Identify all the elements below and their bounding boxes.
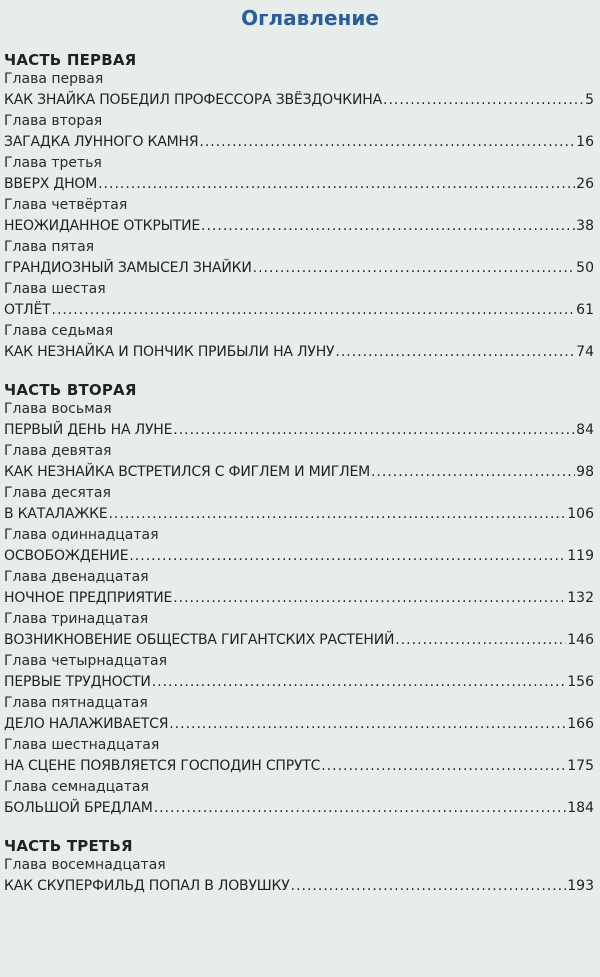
dot-leader <box>383 89 584 112</box>
dot-leader <box>321 755 566 778</box>
dot-leader <box>154 797 567 820</box>
page-number: 26 <box>576 176 594 192</box>
chapter-label: Глава четвёртая <box>4 197 128 213</box>
page-number: 98 <box>576 464 594 480</box>
chapter-title: ДЕЛО НАЛАЖИВАЕТСЯ <box>4 716 169 732</box>
page-number: 106 <box>567 506 594 522</box>
toc-entry[interactable] <box>4 629 596 652</box>
dot-leader <box>335 341 575 364</box>
dot-leader <box>395 629 566 652</box>
dot-leader <box>199 131 575 154</box>
chapter-title: БОЛЬШОЙ БРЕДЛАМ <box>4 800 153 816</box>
chapter-label: Глава десятая <box>4 485 111 501</box>
chapter-label: Глава четырнадцатая <box>4 653 168 669</box>
chapter-title: КАК НЕЗНАЙКА ВСТРЕТИЛСЯ С ФИГЛЕМ И МИГЛЕМ <box>4 464 370 480</box>
page-number: 74 <box>576 344 594 360</box>
chapter-label: Глава двенадцатая <box>4 569 149 585</box>
chapter-title: ГРАНДИОЗНЫЙ ЗАМЫСЕЛ ЗНАЙКИ <box>4 260 252 276</box>
dot-leader <box>253 257 576 280</box>
chapter-label: Глава первая <box>4 71 104 87</box>
part-title: ЧАСТЬ ВТОРАЯ <box>4 381 137 399</box>
dot-leader <box>152 671 567 694</box>
page-number: 16 <box>576 134 594 150</box>
part-title: ЧАСТЬ ТРЕТЬЯ <box>4 837 133 855</box>
chapter-label: Глава шестнадцатая <box>4 737 160 753</box>
page-number: 166 <box>567 716 594 732</box>
chapter-title: В КАТАЛАЖКЕ <box>4 506 108 522</box>
dot-leader <box>169 713 566 736</box>
chapter-title: ПЕРВЫЙ ДЕНЬ НА ЛУНЕ <box>4 422 173 438</box>
toc-entry[interactable] <box>4 257 596 280</box>
toc-entry[interactable] <box>4 419 596 442</box>
dot-leader <box>371 461 575 484</box>
dot-leader <box>173 419 575 442</box>
page-number: 38 <box>576 218 594 234</box>
chapter-title: ЗАГАДКА ЛУННОГО КАМНЯ <box>4 134 199 150</box>
page-number: 156 <box>567 674 594 690</box>
toc-entry[interactable] <box>4 131 596 154</box>
toc-entry[interactable] <box>4 503 596 526</box>
chapter-title: КАК СКУПЕРФИЛЬД ПОПАЛ В ЛОВУШКУ <box>4 878 290 894</box>
chapter-title: НЕОЖИДАННОЕ ОТКРЫТИЕ <box>4 218 201 234</box>
chapter-label: Глава пятнадцатая <box>4 695 148 711</box>
toc-part <box>4 836 596 898</box>
toc-entry[interactable] <box>4 341 596 364</box>
page-number: 184 <box>567 800 594 816</box>
toc-part <box>4 380 596 820</box>
page-number: 193 <box>567 878 594 894</box>
page-number: 61 <box>576 302 594 318</box>
chapter-title: ОСВОБОЖДЕНИЕ <box>4 548 129 564</box>
toc-entry[interactable] <box>4 797 596 820</box>
page-number: 50 <box>576 260 594 276</box>
dot-leader <box>98 173 575 196</box>
toc-entry[interactable] <box>4 173 596 196</box>
page-number: 5 <box>585 92 594 108</box>
chapter-title: ПЕРВЫЕ ТРУДНОСТИ <box>4 674 151 690</box>
toc-entry[interactable] <box>4 461 596 484</box>
page-number: 175 <box>567 758 594 774</box>
chapter-title: НА СЦЕНЕ ПОЯВЛЯЕТСЯ ГОСПОДИН СПРУТС <box>4 758 321 774</box>
chapter-label: Глава девятая <box>4 443 112 459</box>
toc-entry[interactable] <box>4 755 596 778</box>
toc-title: Оглавление <box>241 6 379 30</box>
chapter-label: Глава семнадцатая <box>4 779 149 795</box>
dot-leader <box>173 587 566 610</box>
chapter-title: ВОЗНИКНОВЕНИЕ ОБЩЕСТВА ГИГАНТСКИХ РАСТЕНИЙ <box>4 632 395 648</box>
chapter-label: Глава пятая <box>4 239 95 255</box>
chapter-title: НОЧНОЕ ПРЕДПРИЯТИЕ <box>4 590 173 606</box>
toc-parts <box>4 50 596 898</box>
part-title: ЧАСТЬ ПЕРВАЯ <box>4 51 137 69</box>
chapter-title: КАК ЗНАЙКА ПОБЕДИЛ ПРОФЕССОРА ЗВЁЗДОЧКИНА <box>4 92 383 108</box>
chapter-label: Глава одиннадцатая <box>4 527 159 543</box>
chapter-label: Глава восьмая <box>4 401 112 417</box>
chapter-title: ВВЕРХ ДНОМ <box>4 176 98 192</box>
chapter-title: КАК НЕЗНАЙКА И ПОНЧИК ПРИБЫЛИ НА ЛУНУ <box>4 344 335 360</box>
dot-leader <box>52 299 576 322</box>
toc-entry[interactable] <box>4 671 596 694</box>
toc-entry[interactable] <box>4 89 596 112</box>
page-number: 84 <box>576 422 594 438</box>
dot-leader <box>129 545 566 568</box>
chapter-label: Глава шестая <box>4 281 106 297</box>
dot-leader <box>201 215 575 238</box>
page-number: 132 <box>567 590 594 606</box>
toc-entry[interactable] <box>4 215 596 238</box>
chapter-title: ОТЛЁТ <box>4 302 51 318</box>
toc-entry[interactable] <box>4 875 596 898</box>
toc-entry[interactable] <box>4 587 596 610</box>
page-number: 119 <box>567 548 594 564</box>
toc-entry[interactable] <box>4 713 596 736</box>
toc-part <box>4 50 596 364</box>
chapter-label: Глава вторая <box>4 113 103 129</box>
chapter-label: Глава седьмая <box>4 323 114 339</box>
chapter-label: Глава тринадцатая <box>4 611 149 627</box>
toc-entry[interactable] <box>4 545 596 568</box>
chapter-label: Глава третья <box>4 155 102 171</box>
chapter-label: Глава восемнадцатая <box>4 857 166 873</box>
dot-leader <box>108 503 566 526</box>
dot-leader <box>291 875 567 898</box>
page-number: 146 <box>567 632 594 648</box>
toc-entry[interactable] <box>4 299 596 322</box>
